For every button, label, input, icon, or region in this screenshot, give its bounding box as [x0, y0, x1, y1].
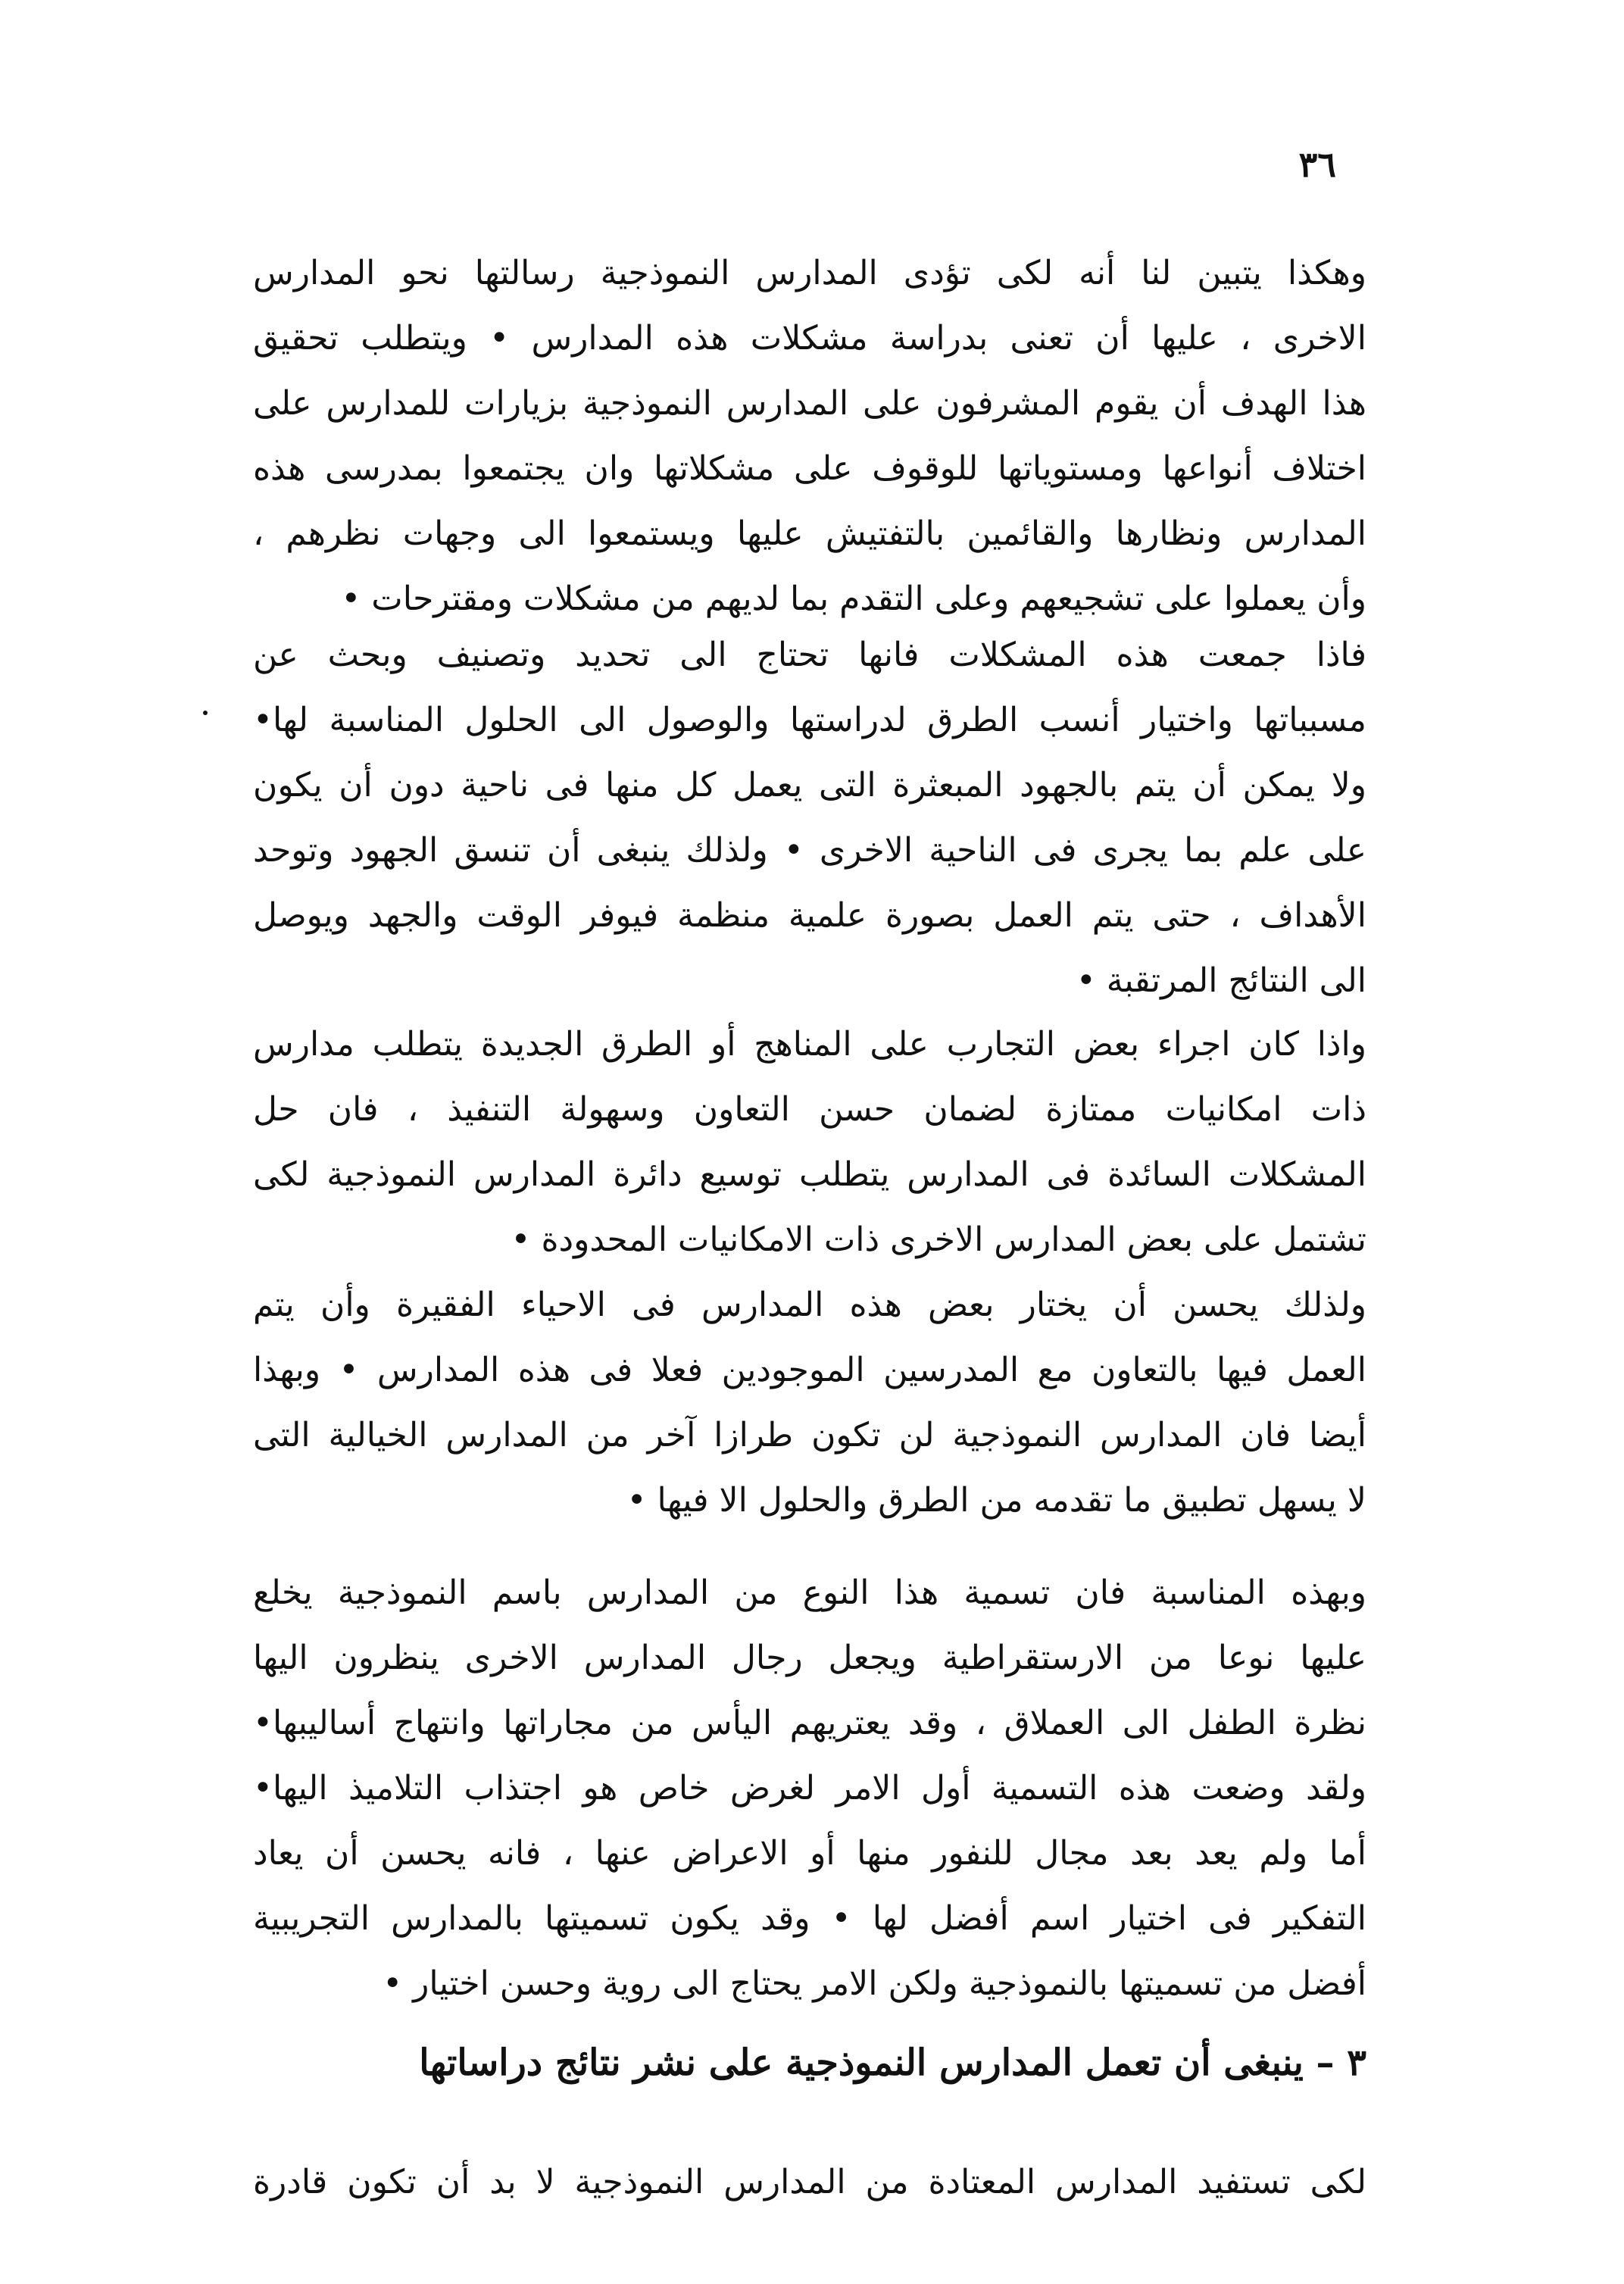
paragraph-1 [253, 241, 1366, 632]
text-line: وهكذا يتبين لنا أنه لكى تؤدى المدارس النموذجية رسالتها نحو المدارس [253, 254, 1366, 292]
text-line: الأهداف ، حتى يتم العمل بصورة علمية منظمة فيوفر الوقت والجهد ويوصل [253, 896, 1366, 935]
text-line: عليها نوعا من الارستقراطية ويجعل رجال المدارس الاخرى ينظرون اليها [253, 1639, 1366, 1677]
paragraph-6 [253, 2150, 1366, 2215]
text-line: واذا كان اجراء بعض التجارب على المناهج أو الطرق الجديدة يتطلب مدارس [253, 1025, 1366, 1064]
text-line: تشتمل على بعض المدارس الاخرى ذات الامكانيات المحدودة • [511, 1220, 1366, 1259]
section-heading [253, 2030, 1366, 2095]
text-line: التفكير فى اختيار اسم أفضل لها • وقد يكون تسميتها بالمدارس التجريبية [253, 1899, 1366, 1938]
stray-mark [203, 711, 208, 715]
paragraph-5 [253, 1561, 1366, 2017]
text-line: نظرة الطفل الى العملاق ، وقد يعتريهم اليأس من مجاراتها وانتهاج أساليبها• [253, 1704, 1366, 1742]
text-line: مسبباتها واختيار أنسب الطرق لدراستها والوصول الى الحلول المناسبة لها• [253, 701, 1366, 739]
text-line: ولذلك يحسن أن يختار بعض هذه المدارس فى الاحياء الفقيرة وأن يتم [253, 1286, 1366, 1324]
text-line: وبهذه المناسبة فان تسمية هذا النوع من المدارس باسم النموذجية يخلع [253, 1573, 1366, 1612]
paragraph-3 [253, 1012, 1366, 1273]
text-line: الاخرى ، عليها أن تعنى بدراسة مشكلات هذه المدارس • ويتطلب تحقيق [253, 319, 1366, 358]
text-line: وأن يعملوا على تشجيعهم وعلى التقدم بما لديهم من مشكلات ومقترحات • [341, 580, 1366, 618]
paragraph-2 [253, 623, 1366, 1014]
paragraph-4 [253, 1273, 1366, 1533]
text-line: فاذا جمعت هذه المشكلات فانها تحتاج الى تحديد وتصنيف وبحث عن [253, 636, 1366, 674]
text-line: المشكلات السائدة فى المدارس يتطلب توسيع دائرة المدارس النموذجية لكى [253, 1155, 1366, 1194]
heading-text: ٣ – ينبغى أن تعمل المدارس النموذجية على نشر نتائج دراساتها [419, 2042, 1366, 2084]
text-line: المدارس ونظارها والقائمين بالتفتيش عليها ويستمعوا الى وجهات نظرهم ، [253, 514, 1366, 553]
text-line: اختلاف أنواعها ومستوياتها للوقوف على مشكلاتها وان يجتمعوا بمدرسى هذه [253, 449, 1366, 488]
text-line: لكى تستفيد المدارس المعتادة من المدارس النموذجية لا بد أن تكون قادرة [253, 2163, 1366, 2201]
text-line: ولا يمكن أن يتم بالجهود المبعثرة التى يعمل كل منها فى ناحية دون أن يكون [253, 766, 1366, 805]
page-number: ٣٦ [1298, 144, 1336, 185]
text-line: هذا الهدف أن يقوم المشرفون على المدارس النموذجية بزيارات للمدارس على [253, 384, 1366, 423]
text-line: ذات امكانيات ممتازة لضمان حسن التعاون وسهولة التنفيذ ، فان حل [253, 1090, 1366, 1129]
text-line: ولقد وضعت هذه التسمية أول الامر لغرض خاص هو اجتذاب التلاميذ اليها• [253, 1769, 1366, 1808]
text-line: العمل فيها بالتعاون مع المدرسين الموجودين فعلا فى هذه المدارس • وبهذا [253, 1351, 1366, 1389]
text-line: أيضا فان المدارس النموذجية لن تكون طرازا آخر من المدارس الخيالية التى [253, 1416, 1366, 1454]
text-line: الى النتائج المرتقبة • [1076, 961, 1366, 1000]
text-line: لا يسهل تطبيق ما تقدمه من الطرق والحلول الا فيها • [626, 1481, 1366, 1520]
text-line: أما ولم يعد بعد مجال للنفور منها أو الاعراض عنها ، فانه يحسن أن يعاد [253, 1834, 1366, 1873]
text-line: أفضل من تسميتها بالنموذجية ولكن الامر يحتاج الى روية وحسن اختيار • [383, 1964, 1366, 2003]
text-line: على علم بما يجرى فى الناحية الاخرى • ولذلك ينبغى أن تنسق الجهود وتوحد [253, 831, 1366, 870]
